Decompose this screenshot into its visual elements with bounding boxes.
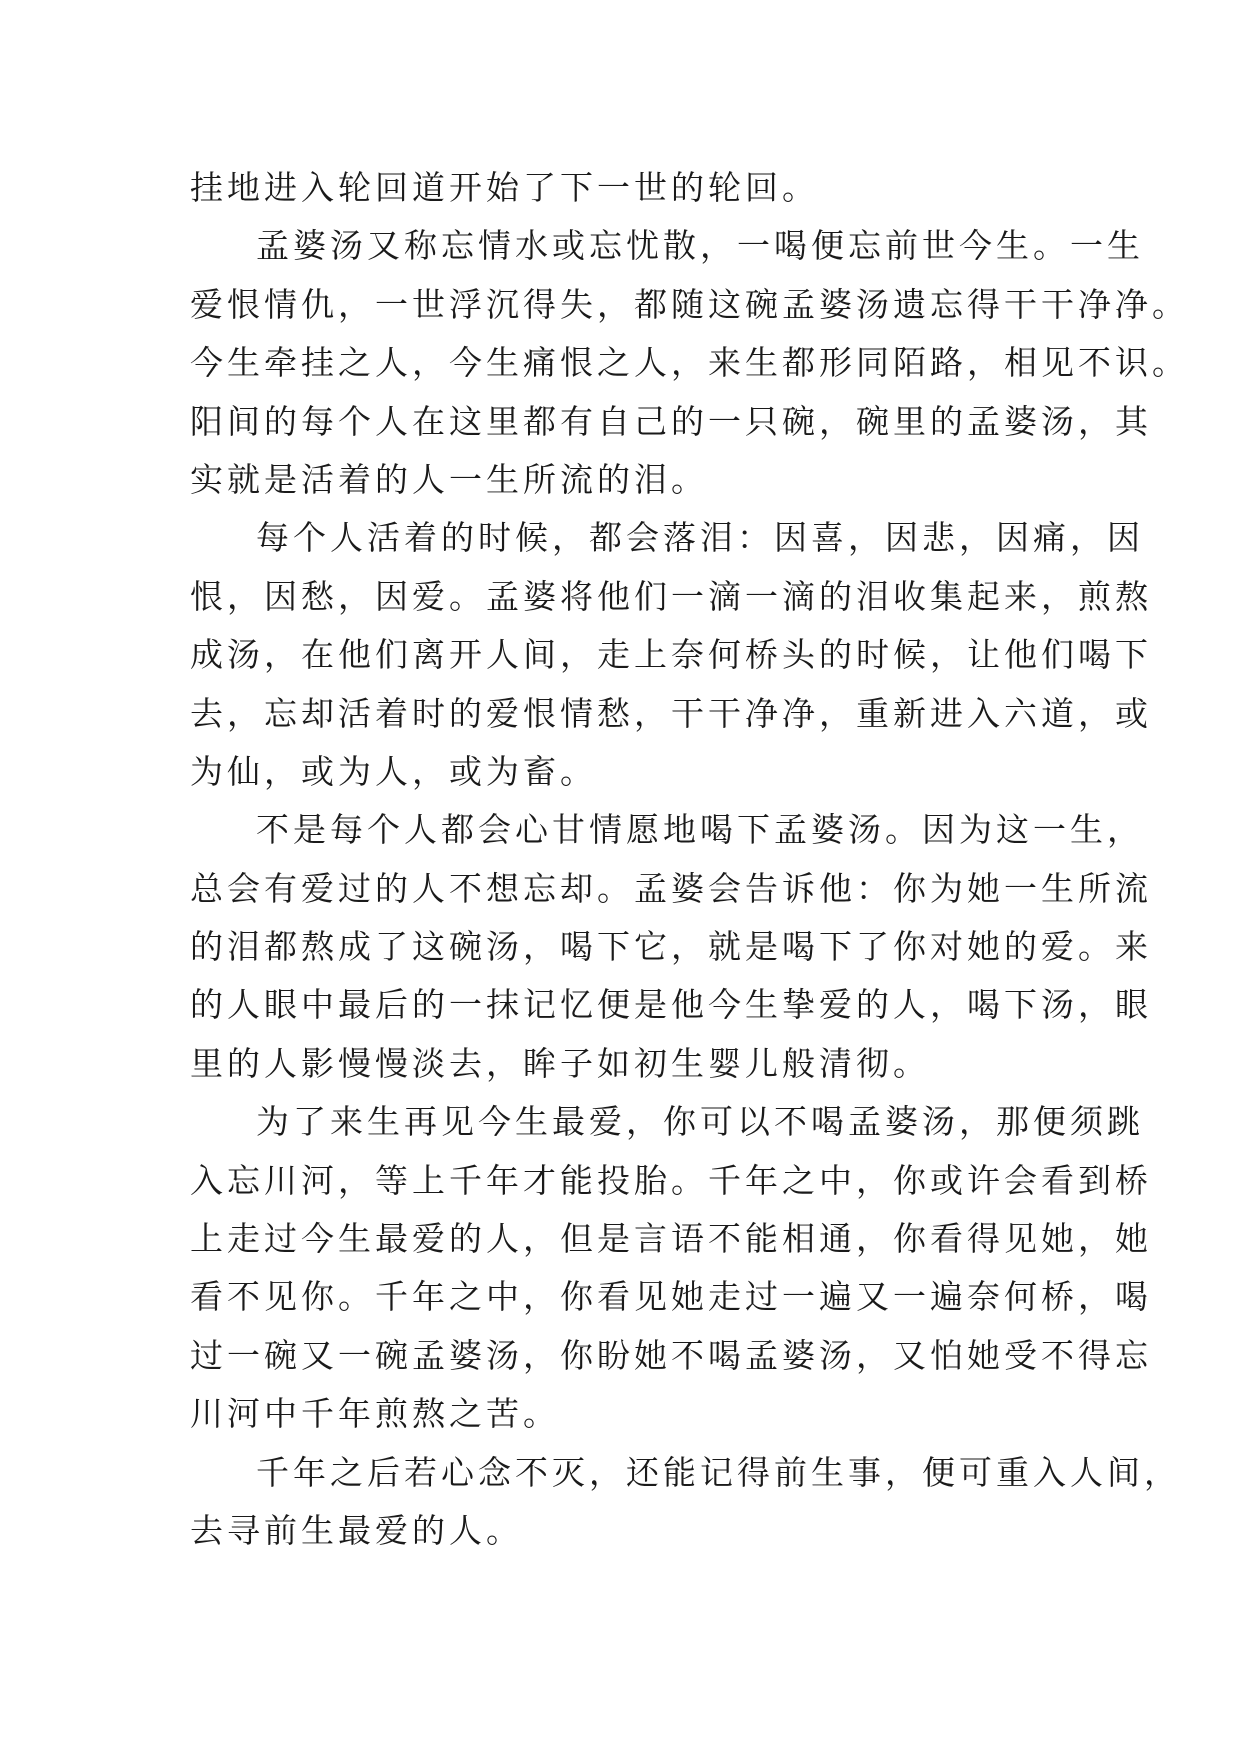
text-line: 爱恨情仇，一世浮沉得失，都随这碗孟婆汤遗忘得干干净净。 bbox=[190, 284, 1189, 324]
text-line: 挂地进入轮回道开始了下一世的轮回。 bbox=[190, 168, 819, 207]
text-line: 不是每个人都会心甘情愿地喝下孟婆汤。因为这一生， bbox=[256, 810, 1144, 850]
text-line: 看不见你。千年之中，你看见她走过一遍又一遍奈何桥，喝 bbox=[190, 1277, 1152, 1317]
text-line: 今生牵挂之人，今生痛恨之人，来生都形同陌路，相见不识。 bbox=[190, 343, 1189, 383]
text-line: 里的人影慢慢淡去，眸子如初生婴儿般清彻。 bbox=[190, 1043, 930, 1083]
text-line: 去，忘却活着时的爱恨情愁，干干净净，重新进入六道，或 bbox=[190, 693, 1152, 733]
text-line: 总会有爱过的人不想忘却。孟婆会告诉他：你为她一生所流 bbox=[190, 868, 1152, 908]
text-line: 为了来生再见今生最爱，你可以不喝孟婆汤，那便须跳 bbox=[256, 1102, 1144, 1142]
text-line: 恨，因愁，因爱。孟婆将他们一滴一滴的泪收集起来，煎熬 bbox=[190, 576, 1152, 616]
text-line: 的泪都熬成了这碗汤，喝下它，就是喝下了你对她的爱。来 bbox=[190, 927, 1152, 967]
text-line: 成汤，在他们离开人间，走上奈何桥头的时候，让他们喝下 bbox=[190, 635, 1152, 675]
body-text bbox=[190, 159, 1189, 1560]
text-line: 实就是活着的人一生所流的泪。 bbox=[190, 459, 708, 499]
text-line: 阳间的每个人在这里都有自己的一只碗，碗里的孟婆汤，其 bbox=[190, 401, 1152, 441]
text-line: 过一碗又一碗孟婆汤，你盼她不喝孟婆汤，又怕她受不得忘 bbox=[190, 1335, 1152, 1375]
text-line: 上走过今生最爱的人，但是言语不能相通，你看得见她，她 bbox=[190, 1219, 1152, 1259]
text-line: 的人眼中最后的一抹记忆便是他今生挚爱的人，喝下汤，眼 bbox=[190, 985, 1152, 1025]
text-line: 千年之后若心念不灭，还能记得前生事，便可重入人间， bbox=[256, 1452, 1181, 1492]
text-line: 去寻前生最爱的人。 bbox=[190, 1510, 523, 1550]
text-line: 每个人活着的时候，都会落泪：因喜，因悲，因痛，因 bbox=[256, 518, 1144, 558]
text-line: 孟婆汤又称忘情水或忘忧散，一喝便忘前世今生。一生 bbox=[256, 226, 1144, 266]
text-line: 川河中千年煎熬之苦。 bbox=[190, 1394, 560, 1434]
text-line: 为仙，或为人，或为畜。 bbox=[190, 751, 597, 791]
text-line: 入忘川河，等上千年才能投胎。千年之中，你或许会看到桥 bbox=[190, 1160, 1152, 1200]
